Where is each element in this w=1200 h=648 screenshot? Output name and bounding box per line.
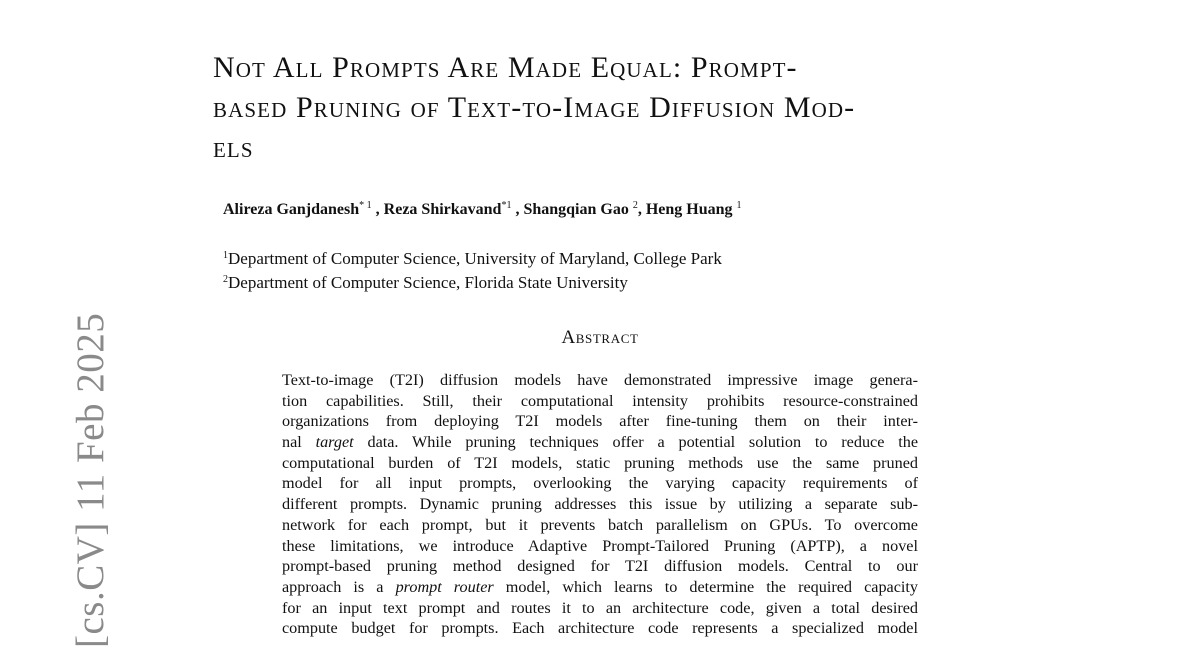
affiliation-list (223, 245, 722, 293)
author-name: Shangqian Gao (523, 201, 629, 218)
affiliation (223, 269, 722, 293)
author-name: Reza Shirkavand (383, 201, 502, 218)
abstract-line: organizations from deploying T2I models after fine-tuning them on their inter- (282, 412, 918, 431)
affiliation-text: Department of Computer Science, Florida State University (228, 273, 628, 292)
abstract-line: compute budget for prompts. Each architecture code represents a specialized model (282, 619, 918, 638)
abstract-line: Text-to-image (T2I) diffusion models have demonstrated impressive image genera- (282, 371, 918, 389)
abstract-line: network for each prompt, but it prevents batch parallelism on GPUs. To overcome (282, 515, 918, 534)
abstract-line: computational burden of T2I models, static pruning methods use the same pruned (282, 453, 918, 472)
abstract-line: for an input text prompt and routes it to an architecture code, given a total desired (282, 598, 918, 617)
abstract-heading: Abstract (561, 327, 639, 348)
affiliation (223, 245, 722, 269)
abstract-line: different prompts. Dynamic pruning addresses this issue by utilizing a separate sub- (282, 495, 918, 514)
emphasis-text: target (315, 433, 354, 452)
title-line: Not All Prompts Are Made Equal: Prompt- (213, 51, 798, 84)
abstract-line: these limitations, we introduce Adaptive Prompt-Tailored Pruning (APTP), a novel (282, 536, 918, 555)
arxiv-side-stamp (28, 308, 112, 648)
author-name: Heng Huang (645, 201, 733, 218)
abstract-body (282, 370, 918, 639)
abstract-line: nal target data. While pruning techniques offer a potential solution to reduce the (282, 433, 919, 452)
abstract-line: tion capabilities. Still, their computational intensity prohibits resource-constrained (282, 391, 918, 410)
emphasis-text: prompt router (395, 577, 494, 596)
abstract-line: approach is a prompt router model, which learns to determine the required capacity (282, 577, 918, 596)
affiliation-mark: 2 (223, 274, 228, 285)
author-list: Alireza Ganjdanesh$^{* 1}$ , Reza Shirkavand$^{*1}$ , Shangqian Gao $^2$, Heng Huang $^1$ (223, 200, 742, 218)
author-mark: * 1 (359, 200, 372, 211)
author-mark: 1 (736, 200, 742, 211)
paper-title (213, 48, 1003, 168)
author-mark: 2 (632, 200, 638, 211)
affiliation-mark: 1 (223, 250, 228, 261)
author-mark: *1 (501, 200, 512, 211)
abstract-line: model for all input prompts, overlooking the varying capacity requirements of (282, 474, 918, 493)
title-line: based Pruning of Text-to-Image Diffusion Mod- (213, 91, 856, 124)
arxiv-stamp-text: [cs.CV] 11 Feb 2025 (69, 312, 112, 648)
title-line: els (213, 131, 254, 164)
affiliation-text: Department of Computer Science, University of Maryland, College Park (228, 249, 722, 268)
author-name: Alireza Ganjdanesh (223, 201, 360, 218)
abstract-line: prompt-based pruning method designed for T2I diffusion models. Central to our (282, 557, 918, 576)
